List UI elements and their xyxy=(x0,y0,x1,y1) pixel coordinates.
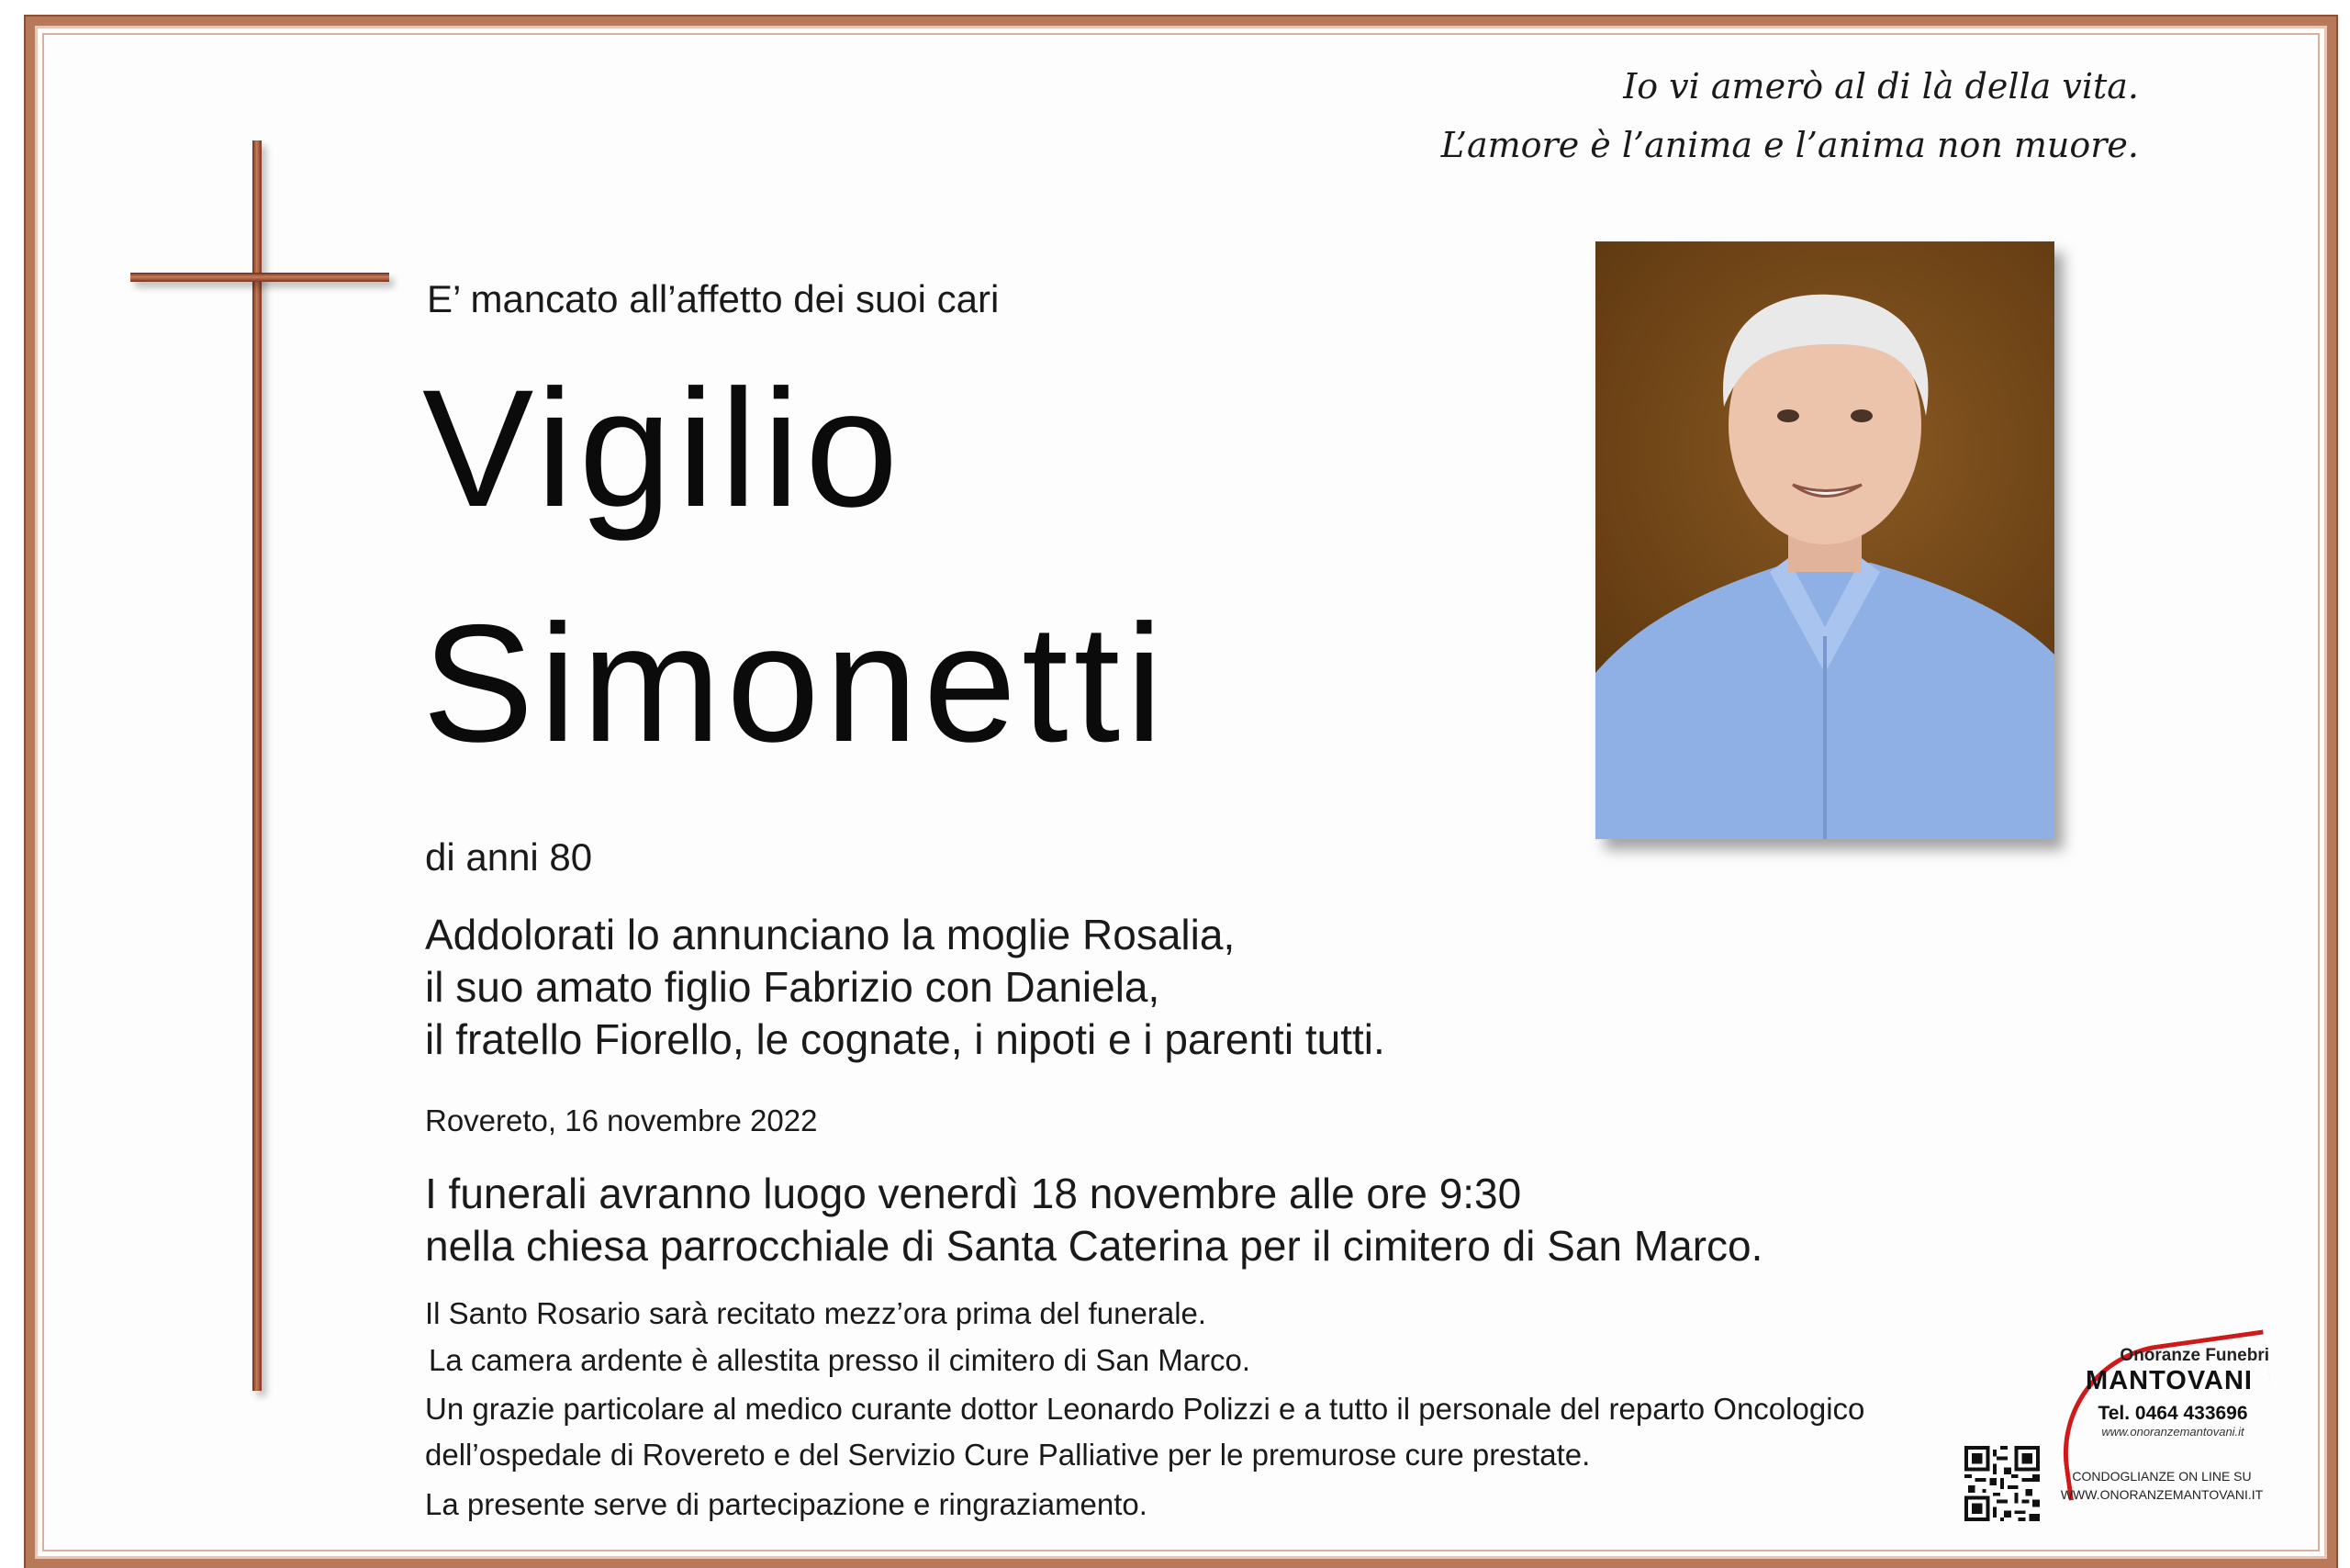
cross-horizontal-bar xyxy=(130,273,389,282)
family-line-3: il fratello Fiorello, le cognate, i nipoti e i parenti tutti. xyxy=(425,1015,1385,1063)
rosary-note: Il Santo Rosario sarà recitato mezz’ora prima del funerale. xyxy=(425,1296,1207,1330)
age-text: di anni 80 xyxy=(425,835,593,879)
condolences-line-1: CONDOGLIANZE ON LINE SU xyxy=(2072,1469,2252,1484)
chapel-note: La camera ardente è allestita presso il cimitero di San Marco. xyxy=(429,1343,1251,1377)
logo-website: www.onoranzemantovani.it xyxy=(2101,1425,2244,1439)
cross-vertical-bar xyxy=(252,140,262,1391)
funeral-line-2: nella chiesa parrocchiale di Santa Caterina per il cimitero di San Marco. xyxy=(425,1222,1763,1270)
condolences-link[interactable]: WWW.ONORANZEMANTOVANI.IT xyxy=(2060,1487,2264,1502)
family-line-1: Addolorati lo annunciano la moglie Rosalia, xyxy=(425,911,1236,958)
portrait-photo xyxy=(1595,241,2054,839)
qr-code-icon[interactable] xyxy=(1964,1446,2040,1521)
deceased-name xyxy=(422,330,1169,801)
logo-subtitle: Onoranze Funebri xyxy=(2120,1346,2269,1365)
funeral-line-1: I funerali avranno luogo venerdì 18 novembre alle ore 9:30 xyxy=(425,1170,1522,1217)
memorial-quote xyxy=(1441,57,2139,174)
thanks-line-2: dell’ospedale di Rovereto e del Servizio Cure Palliative per le premurose cure prestate. xyxy=(425,1438,1591,1472)
logo-brand: MANTOVANI xyxy=(2086,1366,2253,1395)
closing-note: La presente serve di partecipazione e ringraziamento. xyxy=(425,1487,1147,1521)
logo-phone: Tel. 0464 433696 xyxy=(2098,1403,2248,1424)
thanks-note xyxy=(425,1386,1864,1478)
thanks-line-1: Un grazie particolare al medico curante dottor Leonardo Polizzi e a tutto il personale del reparto Oncologico xyxy=(425,1392,1865,1426)
quote-line-1: Io vi amerò al di là della vita. xyxy=(1623,66,2139,106)
quote-line-2: L’amore è l’anima e l’anima non muore. xyxy=(1440,125,2139,165)
online-condolences xyxy=(2056,1467,2267,1504)
family-line-2: il suo amato figlio Fabrizio con Daniela, xyxy=(425,963,1160,1011)
funeral-details xyxy=(425,1168,1762,1272)
place-date: Rovereto, 16 novembre 2022 xyxy=(425,1103,818,1137)
additional-notes xyxy=(425,1290,1864,1528)
family-announcement xyxy=(425,909,1385,1066)
last-name: Simonetti xyxy=(422,589,1169,777)
first-name: Vigilio xyxy=(422,354,904,542)
intro-text: E’ mancato all’affetto dei suoi cari xyxy=(427,277,1000,320)
funeral-home-logo xyxy=(2049,1338,2278,1439)
